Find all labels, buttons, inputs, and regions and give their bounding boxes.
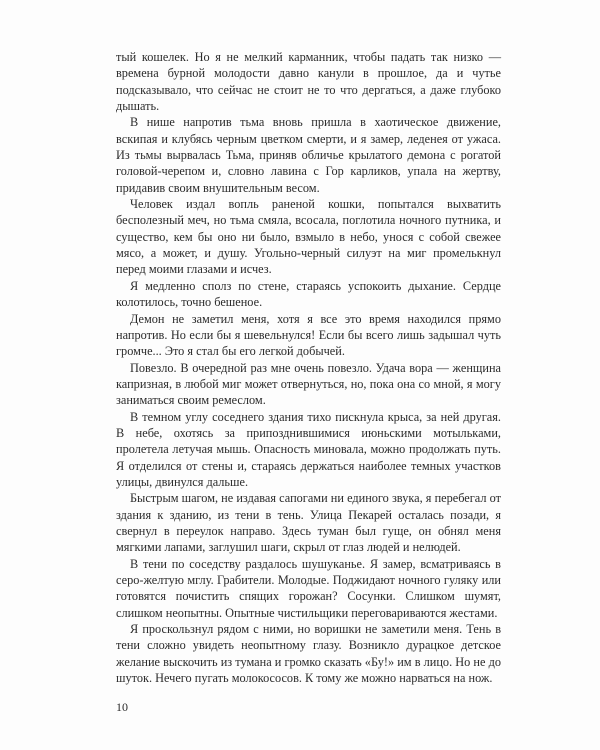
paragraph: Человек издал вопль раненой кошки, попытался выхватить бесполезный меч, но тьма смяла, всосала, поглотила ночного путника, и существо, кем бы оно ни было, взмыло в небо, унося с собой свежее мясо, а может, и душу. Угольно-черный силуэт на миг промелькнул перед моими глазами и исчез. xyxy=(116,197,501,277)
page-number: 10 xyxy=(116,700,128,714)
paragraph: Демон не заметил меня, хотя я все это время находился прямо напротив. Но если бы я шевельнулся! Если бы всего лишь задышал чуть громче... Это я стал бы его легкой добычей. xyxy=(116,311,501,359)
paragraph: В тени по соседству раздалось шушуканье. Я замер, всматриваясь в серо-желтую мглу. Грабители. Молодые. Поджидают ночного гуляку или готовятся почистить спящих горожан? Сосунки. Слишком шумят, слишком неопытны. Опытные чистильщики переговариваются жестами. xyxy=(116,556,501,620)
paragraph: Я проскользнул рядом с ними, но воришки не заметили меня. Тень в тени сложно увидеть неопытному глазу. Возникло дурацкое детское желание выскочить из тумана и громко сказать «Бу!» им в лицо. Но не до шуток. Нечего пугать молокососов. К тому же можно нарваться на нож. xyxy=(116,622,501,686)
paragraph: Я медленно сполз по стене, стараясь успокоить дыхание. Сердце колотилось, точно бешеное. xyxy=(116,278,501,310)
paragraph: Повезло. В очередной раз мне очень повезло. Удача вора — женщина капризная, в любой миг может отвернуться, но, пока она со мной, я могу заниматься своим ремеслом. xyxy=(116,360,501,408)
paragraph: В нише напротив тьма вновь пришла в хаотическое движение, вскипая и клубясь черным цветком смерти, и я замер, леденея от ужаса. Из тьмы вырвалась Тьма, приняв обличье крылатого демона с рогатой головой-черепом и, словно лавина с Гор карликов, упала на жертву, придавив своим внушительным весом. xyxy=(116,115,501,195)
paragraph: тый кошелек. Но я не мелкий карманник, чтобы падать так низко — времена бурной молодости давно канули в прошлое, да и чутье подсказывало, что сейчас не стоит не то что дергаться, а даже глубоко дышать. xyxy=(116,50,501,114)
body-text xyxy=(116,49,501,686)
paragraph: Быстрым шагом, не издавая сапогами ни единого звука, я перебегал от здания к зданию, из тени в тень. Улица Пекарей осталась позади, я свернул в переулок направо. Здесь туман был гуще, он обнял меня мягкими лапами, заглушил шаги, скрыл от глаз людей и нелюдей. xyxy=(116,491,501,555)
paragraph: В темном углу соседнего здания тихо пискнула крыса, за ней другая. В небе, охотясь за припозднившимися июньскими мотыльками, пролетела летучая мышь. Опасность миновала, можно продолжать путь. Я отделился от стены и, стараясь держаться наиболее темных участков улицы, двинулся дальше. xyxy=(116,409,501,489)
